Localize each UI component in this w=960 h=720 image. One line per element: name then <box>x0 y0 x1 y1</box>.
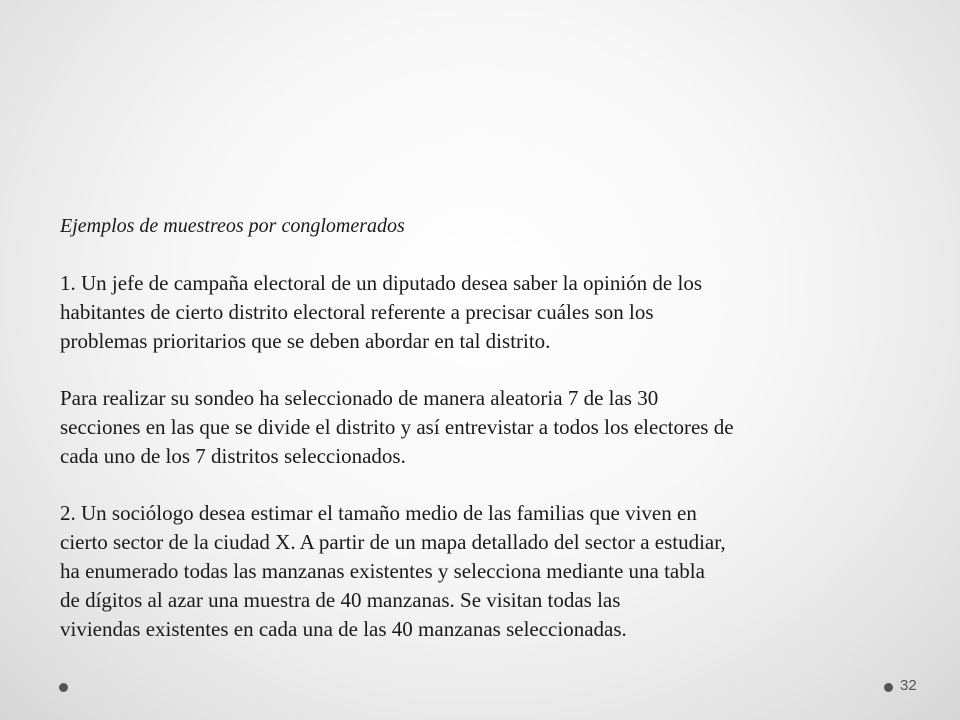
paragraph-line: Para realizar su sondeo ha seleccionado de manera aleatoria 7 de las 30 <box>60 386 659 410</box>
paragraph-line: problemas prioritarios que se deben abordar en tal distrito. <box>60 329 551 353</box>
paragraph-line: 2. Un sociólogo desea estimar el tamaño medio de las familias que viven en <box>60 501 697 525</box>
paragraph-line: 1. Un jefe de campaña electoral de un diputado desea saber la opinión de los <box>60 271 703 295</box>
paragraph-1 <box>60 269 920 356</box>
page-number: 32 <box>900 677 917 694</box>
paragraph-line: habitantes de cierto distrito electoral referente a precisar cuáles son los <box>60 300 654 324</box>
paragraph-3 <box>60 499 920 644</box>
footer-bullet-right <box>884 683 893 692</box>
slide-footer <box>0 676 960 700</box>
slide-title: Ejemplos de muestreos por conglomerados <box>60 215 405 237</box>
footer-bullet-left <box>59 683 68 692</box>
slide-content <box>60 212 920 672</box>
paragraph-line: viviendas existentes en cada una de las 40 manzanas seleccionadas. <box>60 617 627 641</box>
paragraph-line: secciones en las que se divide el distrito y así entrevistar a todos los electores de <box>60 415 734 439</box>
paragraph-2 <box>60 384 920 471</box>
paragraph-line: de dígitos al azar una muestra de 40 manzanas. Se visitan todas las <box>60 588 621 612</box>
paragraph-line: cierto sector de la ciudad X. A partir de un mapa detallado del sector a estudiar, <box>60 530 726 554</box>
paragraph-line: cada uno de los 7 distritos seleccionados. <box>60 444 406 468</box>
paragraph-line: ha enumerado todas las manzanas existentes y selecciona mediante una tabla <box>60 559 705 583</box>
